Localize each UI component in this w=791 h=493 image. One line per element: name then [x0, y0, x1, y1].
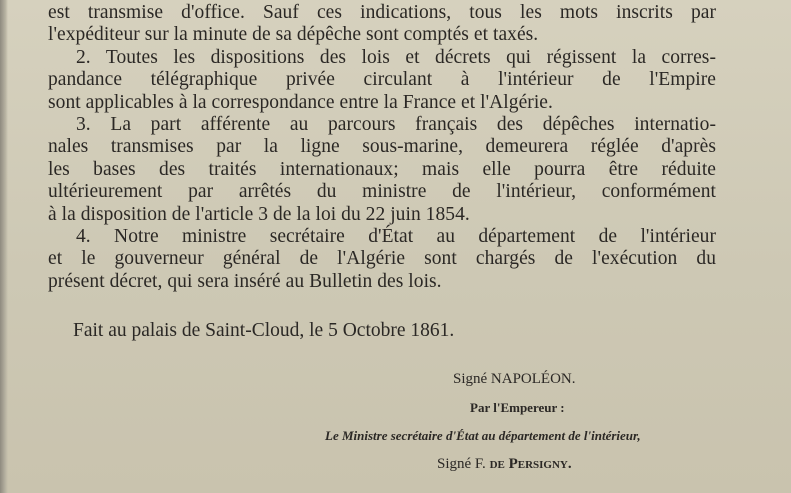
- closing-date-line: Fait au palais de Saint-Cloud, le 5 Octobre 1861.: [73, 320, 455, 341]
- article-4-first-line: 4. Notre ministre secrétaire d'État au département de l'intérieur: [76, 225, 716, 247]
- text-line: sont applicables à la correspondance entre la France et l'Algérie.: [48, 91, 553, 113]
- article-3-first-line: 3. La part afférente au parcours français des dépêches internatio-: [76, 113, 716, 135]
- page-gutter-shadow: [0, 0, 8, 493]
- text-line: ultérieurement par arrêtés du ministre de l'intérieur, conformément: [48, 181, 716, 203]
- text-line: présent décret, qui sera inséré au Bulletin des lois.: [48, 270, 442, 292]
- text-line: et le gouverneur général de l'Algérie sont chargés de l'exécution du: [48, 248, 716, 270]
- text-line: l'expéditeur sur la minute de sa dépêche sont comptés et taxés.: [48, 24, 539, 46]
- decree-body-text: [48, 2, 716, 293]
- signature-napoleon: Signé NAPOLÉON.: [453, 371, 576, 387]
- text-line: nales transmises par la ligne sous-marine, demeurera réglée d'après: [48, 136, 716, 158]
- signature-par-lempereur: Par l'Empereur :: [470, 400, 565, 415]
- signature-persigny-prefix: Signé F.: [437, 456, 486, 472]
- text-line: pandance télégraphique privée circulant à l'intérieur de l'Empire: [48, 69, 716, 91]
- signature-ministre-title: Le Ministre secrétaire d'État au département de l'intérieur,: [325, 428, 641, 443]
- text-line: est transmise d'office. Sauf ces indications, tous les mots inscrits par: [48, 2, 716, 23]
- signature-persigny: [437, 456, 572, 473]
- text-line: les bases des traités internationaux; mais elle pourra être réduite: [48, 158, 716, 180]
- signature-persigny-name: de Persigny.: [489, 456, 572, 472]
- article-2-first-line: 2. Toutes les dispositions des lois et décrets qui régissent la corres-: [76, 46, 716, 68]
- text-line: à la disposition de l'article 3 de la loi du 22 juin 1854.: [48, 203, 470, 225]
